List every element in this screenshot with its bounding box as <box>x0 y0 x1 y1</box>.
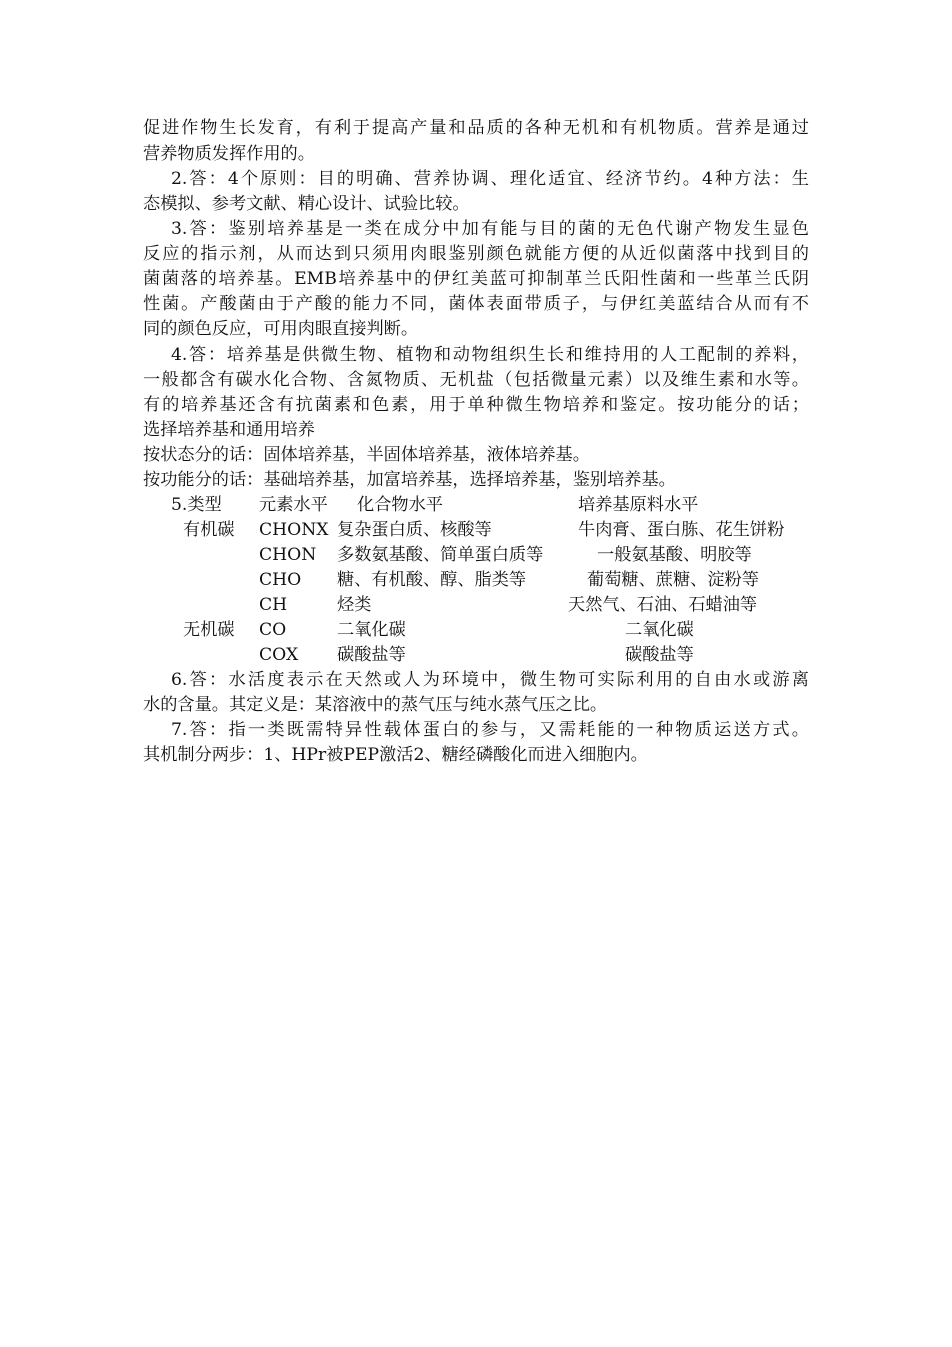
p4-line-2: 一般都含有碳水化合物、含氮物质、无机盐（包括微量元素）以及维生素和水等。 <box>143 370 809 390</box>
table-row-4-compound: 烃类 <box>337 595 372 615</box>
p4-line-5: 按状态分的话：固体培养基，半固体培养基，液体培养基。 <box>143 445 590 465</box>
table-row-5-raw: 二氧化碳 <box>625 620 694 640</box>
table-row-1-element: CHONX <box>259 520 329 540</box>
p1-line-2: 营养物质发挥作用的。 <box>143 144 315 164</box>
table-row-6-element: COX <box>259 645 299 665</box>
table-row-5-type: 无机碳 <box>183 620 235 640</box>
p4-line-6: 按功能分的话：基础培养基，加富培养基，选择培养基，鉴别培养基。 <box>143 470 676 490</box>
table-header-element: 元素水平 <box>259 495 328 515</box>
table-row-1-compound: 复杂蛋白质、核酸等 <box>337 520 492 540</box>
table-row-2-raw: 一般氨基酸、明胶等 <box>597 545 752 565</box>
p3-line-2: 反应的指示剂，从而达到只须用肉眼鉴别颜色就能方便的从近似菌落中找到目的 <box>143 244 809 264</box>
table-row-1-type: 有机碳 <box>183 520 235 540</box>
p4-line-4: 选择培养基和通用培养 <box>143 420 315 440</box>
table-header-raw: 培养基原料水平 <box>578 495 699 515</box>
p7-line-2: 其机制分两步：1、HPr被PEP激活2、糖经磷酸化而进入细胞内。 <box>143 745 648 765</box>
table-row-6-compound: 碳酸盐等 <box>337 645 406 665</box>
table-header-compound: 化合物水平 <box>357 495 443 515</box>
p2-line-2: 态模拟、参考文献、精心设计、试验比较。 <box>143 194 470 214</box>
p1-line-1: 促进作物生长发育，有利于提高产量和品质的各种无机和有机物质。营养是通过 <box>143 118 809 138</box>
p3-line-4: 性菌。产酸菌由于产酸的能力不同，菌体表面带质子，与伊红美蓝结合从而有不 <box>143 294 809 314</box>
p3-line-5: 同的颜色反应，可用肉眼直接判断。 <box>143 319 419 339</box>
p3-line-3: 菌菌落的培养基。EMB培养基中的伊红美蓝可抑制革兰氏阳性菌和一些革兰氏阴 <box>143 269 809 289</box>
table-row-1-raw: 牛肉膏、蛋白胨、花生饼粉 <box>578 520 785 540</box>
table-row-5-element: CO <box>259 620 287 640</box>
p6-line-2: 水的含量。其定义是：某溶液中的蒸气压与纯水蒸气压之比。 <box>143 695 608 715</box>
p7-line-1: 7.答：指一类既需特异性载体蛋白的参与，又需耗能的一种物质运送方式。 <box>171 720 809 740</box>
table-row-6-raw: 碳酸盐等 <box>625 645 694 665</box>
table-row-5-compound: 二氧化碳 <box>337 620 406 640</box>
p2-line-1: 2.答：4个原则：目的明确、营养协调、理化适宜、经济节约。4种方法：生 <box>171 169 809 189</box>
table-row-4-element: CH <box>259 595 288 615</box>
p3-line-1: 3.答：鉴别培养基是一类在成分中加有能与目的菌的无色代谢产物发生显色 <box>171 219 809 239</box>
table-header-type: 5.类型 <box>171 495 222 515</box>
p4-line-1: 4.答：培养基是供微生物、植物和动物组织生长和维持用的人工配制的养料， <box>171 345 809 365</box>
table-row-2-element: CHON <box>259 545 317 565</box>
p4-line-3: 有的培养基还含有抗菌素和色素，用于单种微生物培养和鉴定。按功能分的话； <box>143 395 809 415</box>
table-row-3-raw: 葡萄糖、蔗糖、淀粉等 <box>587 570 759 590</box>
table-row-2-compound: 多数氨基酸、简单蛋白质等 <box>337 545 544 565</box>
table-row-3-compound: 糖、有机酸、醇、脂类等 <box>337 570 527 590</box>
table-row-3-element: CHO <box>259 570 302 590</box>
table-row-4-raw: 天然气、石油、石蜡油等 <box>568 595 758 615</box>
p6-line-1: 6.答：水活度表示在天然或人为环境中，微生物可实际利用的自由水或游离 <box>171 670 809 690</box>
